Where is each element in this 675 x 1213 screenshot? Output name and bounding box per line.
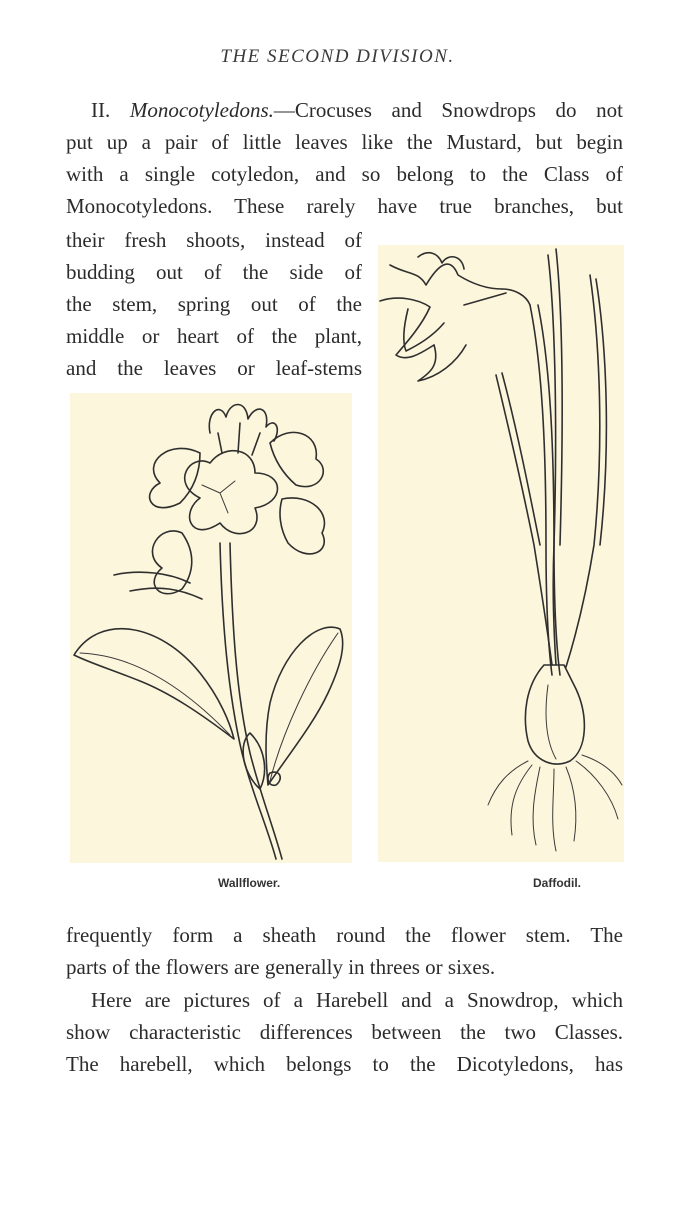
paragraph-line: middle or heart of the plant, <box>66 324 362 348</box>
paragraph-text: —Crocuses and Snowdrops do not <box>273 98 623 122</box>
daffodil-caption: Daffodil. <box>533 876 581 890</box>
paragraph-line: budding out of the side of <box>66 260 362 284</box>
paragraph-line: frequently form a sheath round the flower stem. The <box>66 923 623 947</box>
paragraph-line <box>91 94 623 126</box>
running-head: THE SECOND DIVISION. <box>220 46 455 67</box>
wallflower-illustration <box>70 393 352 863</box>
paragraph-line: their fresh shoots, instead of <box>66 228 362 252</box>
paragraph-line: Here are pictures of a Harebell and a Snowdrop, which <box>91 988 623 1012</box>
paragraph-line: parts of the flowers are generally in threes or sixes. <box>66 955 496 979</box>
daffodil-illustration <box>378 245 624 862</box>
paragraph-line: with a single cotyledon, and so belong to the Class of <box>66 162 623 186</box>
wallflower-caption: Wallflower. <box>218 876 281 890</box>
paragraph-line: The harebell, which belongs to the Dicotyledons, has <box>66 1052 623 1076</box>
paragraph-line: show characteristic differences between the two Classes. <box>66 1020 623 1044</box>
paragraph-line: Monocotyledons. These rarely have true branches, but <box>66 194 623 218</box>
section-heading: Monocotyledons. <box>129 98 274 122</box>
paragraph-line: and the leaves or leaf-stems <box>66 356 362 380</box>
section-numeral: II. <box>91 98 111 122</box>
paragraph-line: the stem, spring out of the <box>66 292 362 316</box>
paragraph-line: put up a pair of little leaves like the Mustard, but begin <box>66 130 623 154</box>
